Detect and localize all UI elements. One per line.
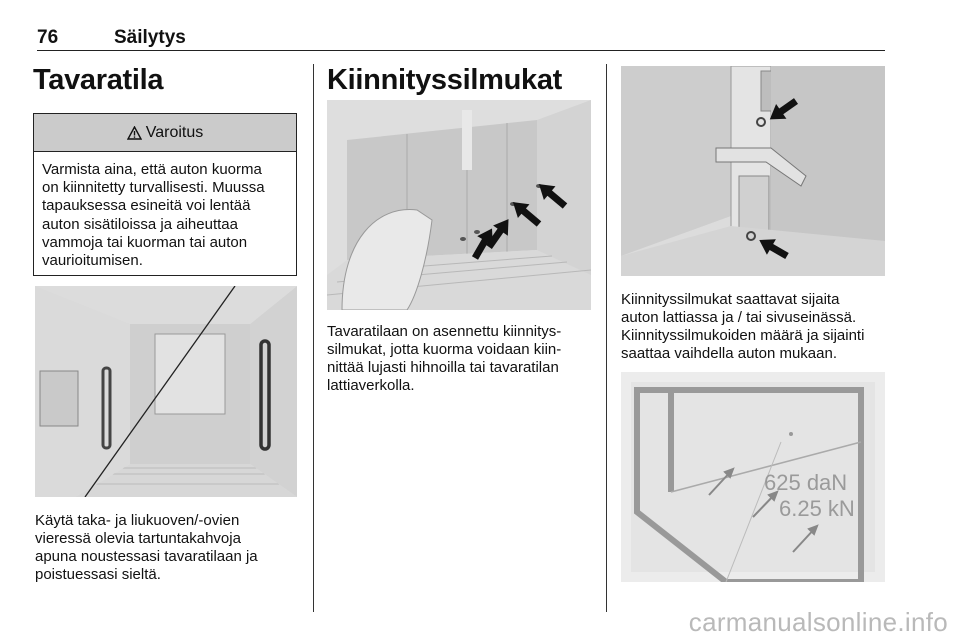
chapter-title: Säilytys	[114, 27, 186, 48]
cargo-area-figure	[35, 286, 297, 497]
warning-line: auton sisätiloissa ja aiheuttaa	[42, 215, 238, 233]
text-line: poistuessasi sieltä.	[35, 566, 161, 583]
text-line: apuna noustessasi tavaratilaan ja	[35, 548, 258, 565]
text-line: vieressä olevia tartuntakahvoja	[35, 530, 241, 547]
warning-line: on kiinnitetty turvallisesti. Muussa	[42, 179, 265, 197]
eyelets-location-paragraph	[621, 291, 864, 363]
column-divider	[313, 64, 314, 612]
floor-eyelets-figure	[327, 100, 591, 310]
warning-line: tapauksessa esineitä voi lentää	[42, 197, 251, 215]
warning-box	[33, 113, 297, 276]
warning-triangle-icon	[127, 126, 142, 140]
warning-title: Varoitus	[145, 123, 204, 141]
warning-header	[34, 114, 296, 152]
warning-body	[34, 152, 296, 270]
section-title-kiinnityssilmukat: Kiinnityssilmukat	[327, 64, 563, 96]
eyelets-paragraph	[327, 323, 561, 395]
load-kN-label: 6.25 kN	[779, 496, 855, 521]
page-number: 76	[37, 27, 59, 48]
load-rating-figure	[621, 372, 885, 582]
text-line: Käytä taka- ja liukuoven/-ovien	[35, 512, 240, 529]
watermark: carmanualsonline.info	[688, 607, 948, 637]
section-title-tavaratila: Tavaratila	[33, 64, 164, 96]
column-divider	[606, 64, 607, 612]
text-line: lattiaverkolla.	[327, 377, 415, 394]
text-line: nittää lujasti hihnoilla tai tavaratilan	[327, 359, 559, 376]
text-line: auton lattiassa ja / tai sivuseinässä.	[621, 309, 857, 326]
text-line: Tavaratilaan on asennettu kiinnitys-	[327, 323, 562, 340]
page-header	[37, 24, 885, 51]
load-daN-label: 625 daN	[764, 470, 848, 495]
warning-line: vammoja tai kuorman tai auton	[42, 233, 248, 251]
text-line: Kiinnityssilmukoiden määrä ja sijainti	[621, 327, 865, 344]
warning-line: Varmista aina, että auton kuorma	[42, 161, 262, 178]
text-line: saattaa vaihdella auton mukaan.	[621, 345, 837, 362]
side-wall-eyelets-figure	[621, 66, 885, 276]
text-line: Kiinnityssilmukat saattavat sijaita	[621, 291, 840, 308]
warning-line: vaurioitumisen.	[42, 252, 143, 270]
handles-paragraph	[35, 512, 258, 584]
text-line: silmukat, jotta kuorma voidaan kiin-	[327, 341, 562, 358]
